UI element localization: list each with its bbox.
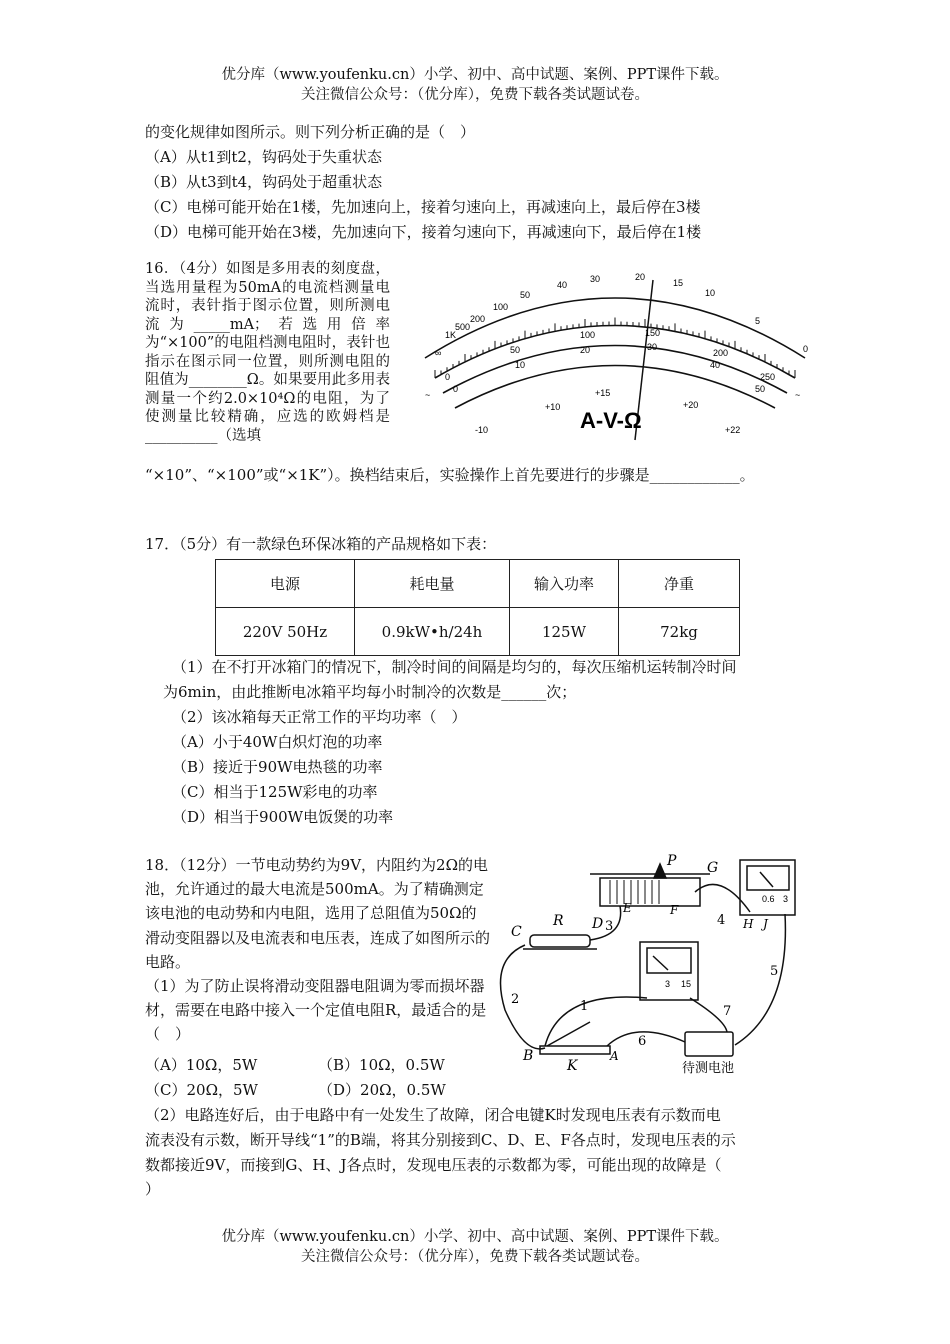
label-b: B	[523, 1048, 534, 1064]
dc-b-label-0: 0	[453, 384, 459, 394]
dc-b-label-20: 20	[580, 345, 591, 355]
ohm-label-30: 30	[590, 274, 601, 284]
label-g: G	[707, 860, 719, 876]
label-d: D	[592, 916, 604, 932]
q18-option-c: （C）20Ω，5W	[145, 1081, 258, 1099]
table-cell: 220V 50Hz	[216, 608, 355, 656]
dc-b-label-50: 50	[755, 384, 766, 394]
q17-option-c: （C）相当于125W彩电的功率	[172, 783, 378, 801]
rheostat	[600, 878, 700, 906]
q15-option-a: （A）从t1到t2，钩码处于失重状态	[145, 148, 382, 166]
ac-mark-right: ~	[795, 390, 801, 400]
dc-b-label-30: 30	[647, 342, 658, 352]
dc-label-250: 250	[760, 372, 776, 382]
q18-part2-line4: ）	[145, 1180, 161, 1198]
wire-label-2: 2	[511, 992, 520, 1007]
ohm-label-inf: ∞	[435, 348, 442, 358]
voltmeter-scale-3: 3	[665, 979, 671, 989]
wire-label-5: 5	[770, 964, 779, 979]
q18-option-a: （A）10Ω，5W	[145, 1056, 258, 1074]
q17-option-a: （A）小于40W白炽灯泡的功率	[172, 733, 383, 751]
ammeter-scale-06: 0.6	[762, 894, 775, 904]
db-label-plus22: +22	[725, 425, 741, 435]
ohm-label-20: 20	[635, 272, 646, 282]
voltmeter	[640, 942, 698, 1000]
dc-label-200: 200	[713, 348, 729, 358]
q16-text: 16．（4分）如图是多用表的刻度盘，当选用量程为50mA的电流档测量电流时，表针指于图示位置，则所测电流为_____mA；若选用倍率为“×100”的电阻档测电阻时，表针也指示在图示同一位置，则所测电阻的阻值为________Ω。如果要用此多用表测量一个约2.0×10⁴Ω的电阻，为了使测量比较精确，应选的欧姆档是__________（选填	[145, 261, 390, 444]
dc-label-50: 50	[510, 345, 521, 355]
dc-b-label-10: 10	[515, 360, 526, 370]
dc-b-label-40: 40	[710, 360, 721, 370]
label-j: J	[763, 917, 768, 931]
label-a: A	[610, 1049, 619, 1063]
table-header: 电源	[216, 560, 355, 608]
table-header: 输入功率	[510, 560, 619, 608]
wire-2	[501, 945, 546, 1049]
q17-part1-a: （1）在不打开冰箱门的情况下，制冷时间的间隔是均匀的，每次压缩机运转制冷时间	[172, 658, 737, 676]
ac-mark: ~	[425, 390, 431, 400]
label-f: F	[670, 903, 679, 917]
ohm-label-5: 5	[755, 316, 761, 326]
label-c: C	[511, 924, 522, 940]
q18-stem: 18．（12分）一节电动势约为9V，内阻约为2Ω的电池，允许通过的最大电流是500mA。为了精确测定该电池的电动势和内电阻，选用了总阻值为50Ω的滑动变阻器以及电流表和电压表，连成了如图所示的电路。	[145, 856, 491, 971]
wire-4	[695, 884, 750, 912]
ohm-label-15: 15	[673, 278, 684, 288]
wire-label-3: 3	[605, 919, 614, 934]
ammeter	[740, 860, 795, 915]
site-banner-line1: 优分库（www.youfenku.cn）小学、初中、高中试题、案例、PPT课件下载。	[221, 67, 729, 83]
dc-label-100: 100	[580, 330, 596, 340]
battery	[685, 1032, 733, 1056]
site-footer-line1: 优分库（www.youfenku.cn）小学、初中、高中试题、案例、PPT课件下载。	[221, 1229, 729, 1245]
site-banner-line2: 关注微信公众号：（优分库），免费下载各类试题试卷。	[301, 87, 649, 103]
ohm-label-10: 10	[705, 288, 716, 298]
db-label-plus10: +10	[545, 402, 561, 412]
label-r: R	[553, 913, 564, 929]
q17-part2: （2）该冰箱每天正常工作的平均功率（ ）	[172, 708, 467, 726]
fridge-spec-table	[215, 559, 740, 656]
wire-5	[735, 914, 785, 1045]
q18-option-b: （B）10Ω，0.5W	[318, 1056, 445, 1074]
wire-label-4: 4	[717, 913, 726, 928]
dc-label-150: 150	[645, 328, 661, 338]
table-header: 净重	[619, 560, 740, 608]
q16-text-end: “×10”、“×100”或“×1K”）。换档结束后，实验操作上首先要进行的步骤是____________。	[145, 466, 755, 484]
table-header: 耗电量	[355, 560, 510, 608]
q15-stem: 的变化规律如图所示。则下列分析正确的是（ ）	[145, 123, 476, 141]
q17-option-b: （B）接近于90W电热毯的功率	[172, 758, 383, 776]
q18-part2-line1: （2）电路连好后，由于电路中有一处发生了故障，闭合电键K时发现电压表有示数而电	[145, 1106, 721, 1124]
table-header-row	[216, 560, 740, 608]
q17-option-d: （D）相当于900W电饭煲的功率	[172, 808, 394, 826]
ohm-label-40: 40	[557, 280, 568, 290]
multimeter-dial	[405, 268, 825, 443]
switch-k	[540, 1046, 610, 1054]
db-label-plus15: +15	[595, 388, 611, 398]
q15-option-d: （D）电梯可能开始在3楼，先加速向下，接着匀速向下，再减速向下，最后停在1楼	[145, 223, 702, 241]
voltmeter-scale-15: 15	[681, 979, 692, 989]
q18-part1: （1）为了防止误将滑动变阻器电阻调为零而损坏器材，需要在电路中接入一个定值电阻R，最适合的是（ ）	[145, 977, 487, 1044]
q15-option-c: （C）电梯可能开始在1楼，先加速向上，接着匀速向上，再减速向上，最后停在3楼	[145, 198, 701, 216]
resistor-r	[530, 935, 590, 947]
ohm-label-500: 500	[455, 322, 471, 332]
table-cell: 72kg	[619, 608, 740, 656]
ammeter-scale-3: 3	[783, 894, 789, 904]
q18-text	[145, 853, 490, 1047]
ohm-label-0: 0	[803, 344, 809, 354]
ohm-label-50: 50	[520, 290, 531, 300]
wire-label-6: 6	[638, 1034, 647, 1049]
site-footer-line2: 关注微信公众号：（优分库），免费下载各类试题试卷。	[301, 1249, 649, 1265]
wire-label-1: 1	[580, 999, 589, 1014]
ohm-label-100: 100	[493, 302, 509, 312]
table-row	[216, 608, 740, 656]
battery-label: 待测电池	[682, 1061, 735, 1076]
ohm-label-200: 200	[470, 314, 486, 324]
table-cell: 125W	[510, 608, 619, 656]
q17-stem: 17．（5分）有一款绿色环保冰箱的产品规格如下表：	[145, 535, 497, 553]
circuit-diagram	[495, 850, 810, 1080]
dc-label-0: 0	[445, 372, 451, 382]
q18-option-d: （D）20Ω，0.5W	[318, 1081, 446, 1099]
q18-part2-line3: 数都接近9V，而接到G、H、J各点时，发现电压表的示数都为零，可能出现的故障是（	[145, 1156, 722, 1174]
wire-label-7: 7	[723, 1004, 732, 1019]
q18-part2-line2: 流表没有示数，断开导线“1”的B端，将其分别接到C、D、E、F各点时，发现电压表的示	[145, 1131, 736, 1149]
db-label-plus20: +20	[683, 400, 699, 410]
q17-part1-b: 为6min，由此推断电冰箱平均每小时制冷的次数是______次；	[163, 683, 577, 701]
wire-7	[690, 998, 727, 1032]
label-k: K	[567, 1058, 578, 1074]
label-h: H	[743, 917, 754, 931]
q15-option-b: （B）从t3到t4，钩码处于超重状态	[145, 173, 383, 191]
label-p: P	[667, 853, 677, 869]
label-e: E	[623, 901, 632, 915]
ohm-label-1k: 1K	[445, 330, 457, 340]
db-label-minus10: -10	[475, 425, 489, 435]
dial-brand: A-V-Ω	[580, 408, 642, 433]
table-cell: 0.9kW•h/24h	[355, 608, 510, 656]
